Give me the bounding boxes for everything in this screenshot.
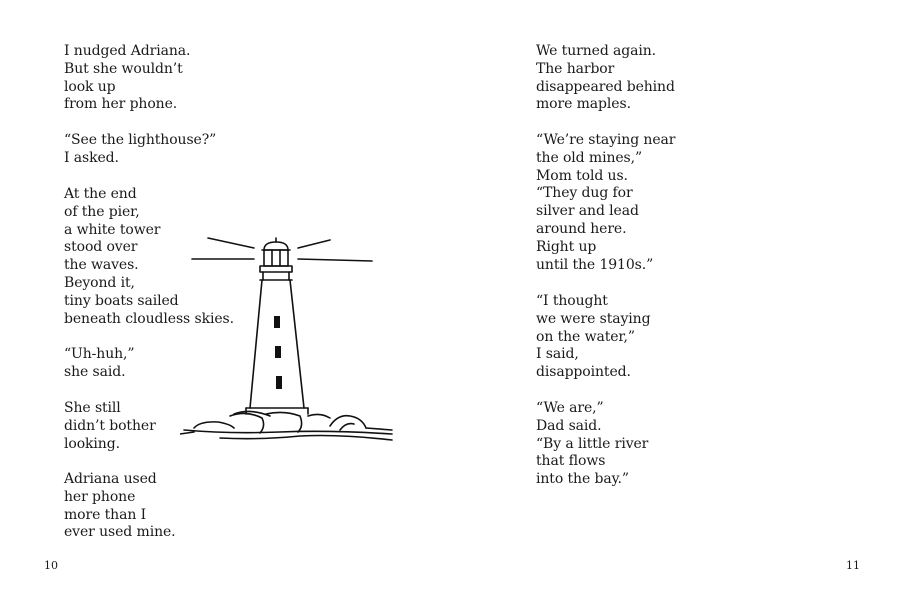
stanza — [64, 400, 156, 453]
text-line: “Uh-huh,” — [64, 346, 135, 362]
stanza — [64, 43, 190, 114]
text-line: she said. — [64, 363, 126, 380]
text-line: looking. — [64, 435, 120, 452]
stanza — [536, 132, 675, 274]
text-line: more maples. — [536, 96, 631, 113]
text-line: “They dug for — [536, 185, 633, 202]
text-line: a white tower — [64, 221, 161, 238]
lighthouse-illustration-icon — [180, 228, 395, 448]
text-line: “I thought — [536, 293, 608, 309]
text-line: the waves. — [64, 257, 139, 274]
stanza — [64, 471, 176, 542]
text-line: her phone — [64, 488, 136, 505]
text-line: until the 1910s.” — [536, 256, 654, 273]
text-line: silver and lead — [536, 203, 639, 220]
text-line: beneath cloudless skies. — [64, 310, 234, 327]
text-line: I nudged Adriana. — [64, 43, 191, 59]
page-number: 10 — [44, 559, 58, 572]
text-line: stood over — [64, 239, 138, 256]
text-line: The harbor — [536, 60, 615, 77]
text-line: disappeared behind — [536, 78, 675, 95]
text-line: Right up — [536, 238, 597, 255]
text-line: “We’re staying near — [536, 132, 676, 148]
text-line: into the bay.” — [536, 471, 629, 488]
text-line: on the water,” — [536, 328, 635, 345]
text-line: ever used mine. — [64, 524, 176, 541]
text-line: She still — [64, 400, 121, 416]
text-line: “See the lighthouse?” — [64, 132, 217, 148]
stanza — [536, 293, 650, 382]
text-line: Mom told us. — [536, 167, 628, 184]
text-line: But she wouldn’t — [64, 60, 183, 77]
text-line: Adriana used — [64, 471, 157, 487]
text-line: of the pier, — [64, 203, 140, 220]
text-line: look up — [64, 78, 116, 95]
text-line: We turned again. — [536, 43, 657, 59]
text-line: I said, — [536, 346, 579, 363]
text-line: that flows — [536, 453, 606, 470]
text-line: “We are,” — [536, 400, 604, 416]
stanza — [64, 346, 134, 382]
text-line: Dad said. — [536, 417, 602, 434]
text-line: disappointed. — [536, 364, 631, 381]
stanza — [536, 400, 648, 489]
text-line: didn’t bother — [64, 417, 156, 434]
stanza — [64, 132, 216, 168]
stanza — [536, 43, 675, 114]
text-line: around here. — [536, 220, 627, 237]
text-line: we were staying — [536, 310, 651, 327]
text-line: the old mines,” — [536, 149, 643, 166]
text-line: more than I — [64, 506, 147, 523]
right-page — [450, 0, 900, 611]
text-line: Beyond it, — [64, 274, 135, 291]
text-line: I asked. — [64, 149, 119, 166]
text-line: “By a little river — [536, 435, 649, 452]
page-number: 11 — [846, 559, 860, 572]
text-line: tiny boats sailed — [64, 292, 179, 309]
text-line: from her phone. — [64, 96, 178, 113]
text-line: At the end — [64, 186, 137, 202]
